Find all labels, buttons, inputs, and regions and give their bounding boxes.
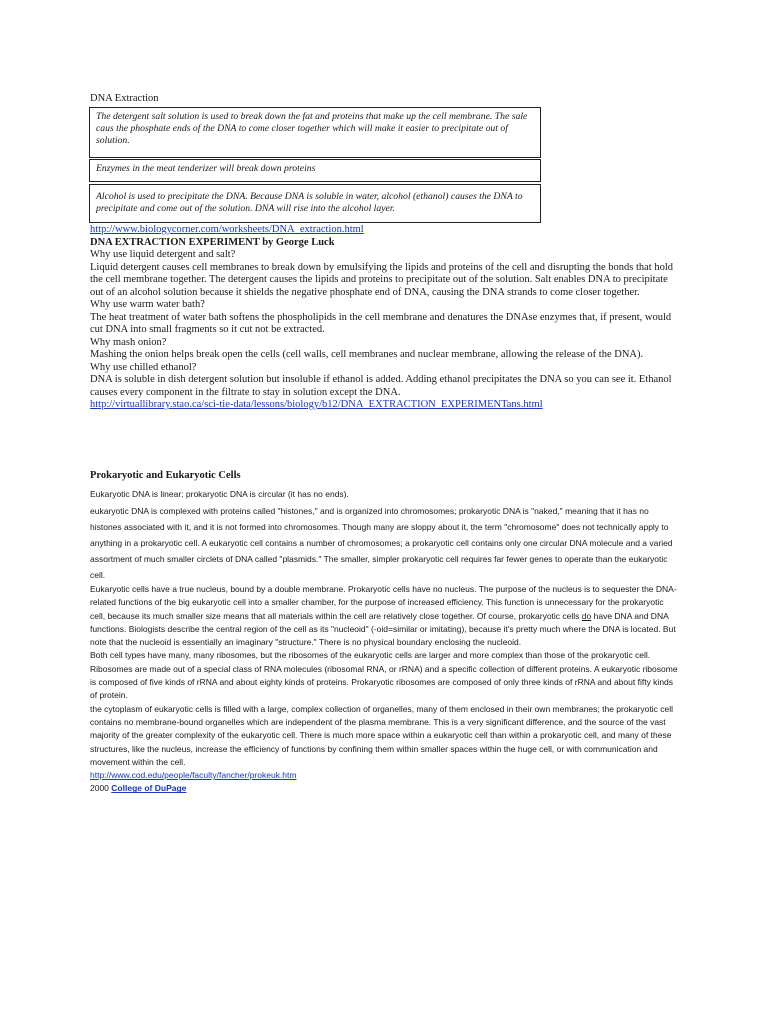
nucleus-paragraph: Eukaryotic cells have a true nucleus, bound by a double membrane. Prokaryotic cells have no nucleus. The purpose of the nucleus is to sequester the DNA-related functions of the big eukaryotic cell into a smaller chamber, for the purpose of increased efficiency. This function is unnecessary for the prokaryotic cell, because its much smaller size means that all materials within the cell are relatively close together. Of course, prokaryotic cells do have DNA and DNA functions. Biologists describe the central region of the cell as its "nucleoid" (-oid=similar or imitating), because it's pretty much where the DNA is located. But note that the nucleoid is essentially an imaginary "structure." There is no physical boundary enclosing the nucleoid. [90, 584, 677, 648]
source-credit: 2000 College of DuPage [90, 783, 187, 794]
cytoplasm-paragraph: the cytoplasm of eukaryotic cells is filled with a large, complex collection of organelles, many of them enclosed in their own membranes; the prokaryotic cell contains no membrane-bound organelles which are independent of the plasma membrane. This is a very significant difference, and the source of the vast majority of the greater complexity of the eukaryotic cell. There is much more space within a eukaryotic cell than within a prokaryotic cell, and many of these structures, like the nucleus, increase the efficiency of functions by confining them within smaller spaces within the huge cell, or with communication and movement within the cell. [90, 703, 673, 767]
experiment-section [90, 224, 680, 412]
answer-ethanol: DNA is soluble in dish detergent solution but insoluble if ethanol is added. Adding ethanol precipitates the DNA so you can see it. Ethanol causes every component in the filtrate to stay in solution except the DNA. [90, 374, 672, 398]
alcohol-box: Alcohol is used to precipitate the DNA. Because DNA is soluble in water, alcohol (ethanol) causes the DNA to precipitate and come out of the solution. DNA will rise into the alcohol layer. [89, 184, 541, 223]
biologycorner-link[interactable]: http://www.biologycorner.com/worksheets/DNA_extraction.html [90, 224, 364, 235]
answer-mash-onion: Mashing the onion helps break open the cells (cell walls, cell membranes and nuclear membrane, allowing the release of the DNA). [90, 349, 644, 360]
histones-paragraph: eukaryotic DNA is complexed with proteins called "histones," and is organized into chromosomes; prokaryotic DNA is "naked," meaning that it has no histones associated with it, and it is not formed into chromosomes. Though many are sloppy about it, the term "chromosome" does not technically apply to anything in a prokaryotic cell. A eukaryotic cell contains a number of chromosomes; a prokaryotic cell contains only one circular DNA molecule and a varied assortment of much smaller circlets of DNA called "plasmids." The smaller, simpler prokaryotic cell requires far fewer genes to operate than the eukaryotic cell. [90, 506, 673, 580]
detergent-salt-box: The detergent salt solution is used to break down the fat and proteins that make up the cell membrane. The sale caus the phosphate ends of the DNA to come closer together which will make it easier to precipitate out of solution. [89, 107, 541, 158]
dna-linear-paragraph: Eukaryotic DNA is linear; prokaryotic DNA is circular (it has no ends). [90, 489, 349, 499]
cells-section [90, 469, 680, 796]
question-mash-onion: Why mash onion? [90, 336, 167, 348]
virtuallibrary-link[interactable]: http://virtuallibrary.stao.ca/sci-tie-data/lessons/biology/b12/DNA_EXTRACTION_EXPERIMENTans.html [90, 399, 543, 410]
enzymes-box: Enzymes in the meat tenderizer will break down proteins [89, 159, 541, 182]
question-detergent: Why use liquid detergent and salt? [90, 249, 236, 260]
emphasis-do: do [581, 610, 592, 621]
cells-heading: Prokaryotic and Eukaryotic Cells [90, 470, 241, 481]
answer-water-bath: The heat treatment of water bath softens the phospholipids in the cell membrane and denatures the DNAse enzymes that, if present, would cut DNA into small fragments so it cut not be extracted. [90, 311, 672, 335]
experiment-heading: DNA EXTRACTION EXPERIMENT by George Luck [90, 236, 335, 248]
question-ethanol: Why use chilled ethanol? [90, 361, 197, 373]
cod-link[interactable]: http://www.cod.edu/people/faculty/fancher/prokeuk.htm [90, 770, 297, 781]
question-water-bath: Why use warm water bath? [90, 299, 205, 310]
college-link[interactable]: College of DuPage [111, 783, 187, 794]
page-title: DNA Extraction [90, 93, 159, 104]
answer-detergent: Liquid detergent causes cell membranes to break down by emulsifying the lipids and proteins of the cell and disrupting the bonds that hold the cell membrane together. The detergent causes the lipids and proteins to precipitate out of the solution. Salt enables DNA to precipitate out of an alcohol solution because it shields the negative phosphate end of DNA, causing the DNA strands to come closer together. [90, 261, 674, 298]
ribosomes-paragraph: Both cell types have many, many ribosomes, but the ribosomes of the eukaryotic cells are larger and more complex than those of the prokaryotic cell. Ribosomes are made out of a special class of RNA molecules (ribosomal RNA, or rRNA) and a specific collection of different proteins. A eukaryotic ribosome is composed of five kinds of rRNA and about eighty kinds of proteins. Prokaryotic ribosomes are composed of only three kinds of rRNA and about fifty kinds of protein. [90, 650, 678, 701]
